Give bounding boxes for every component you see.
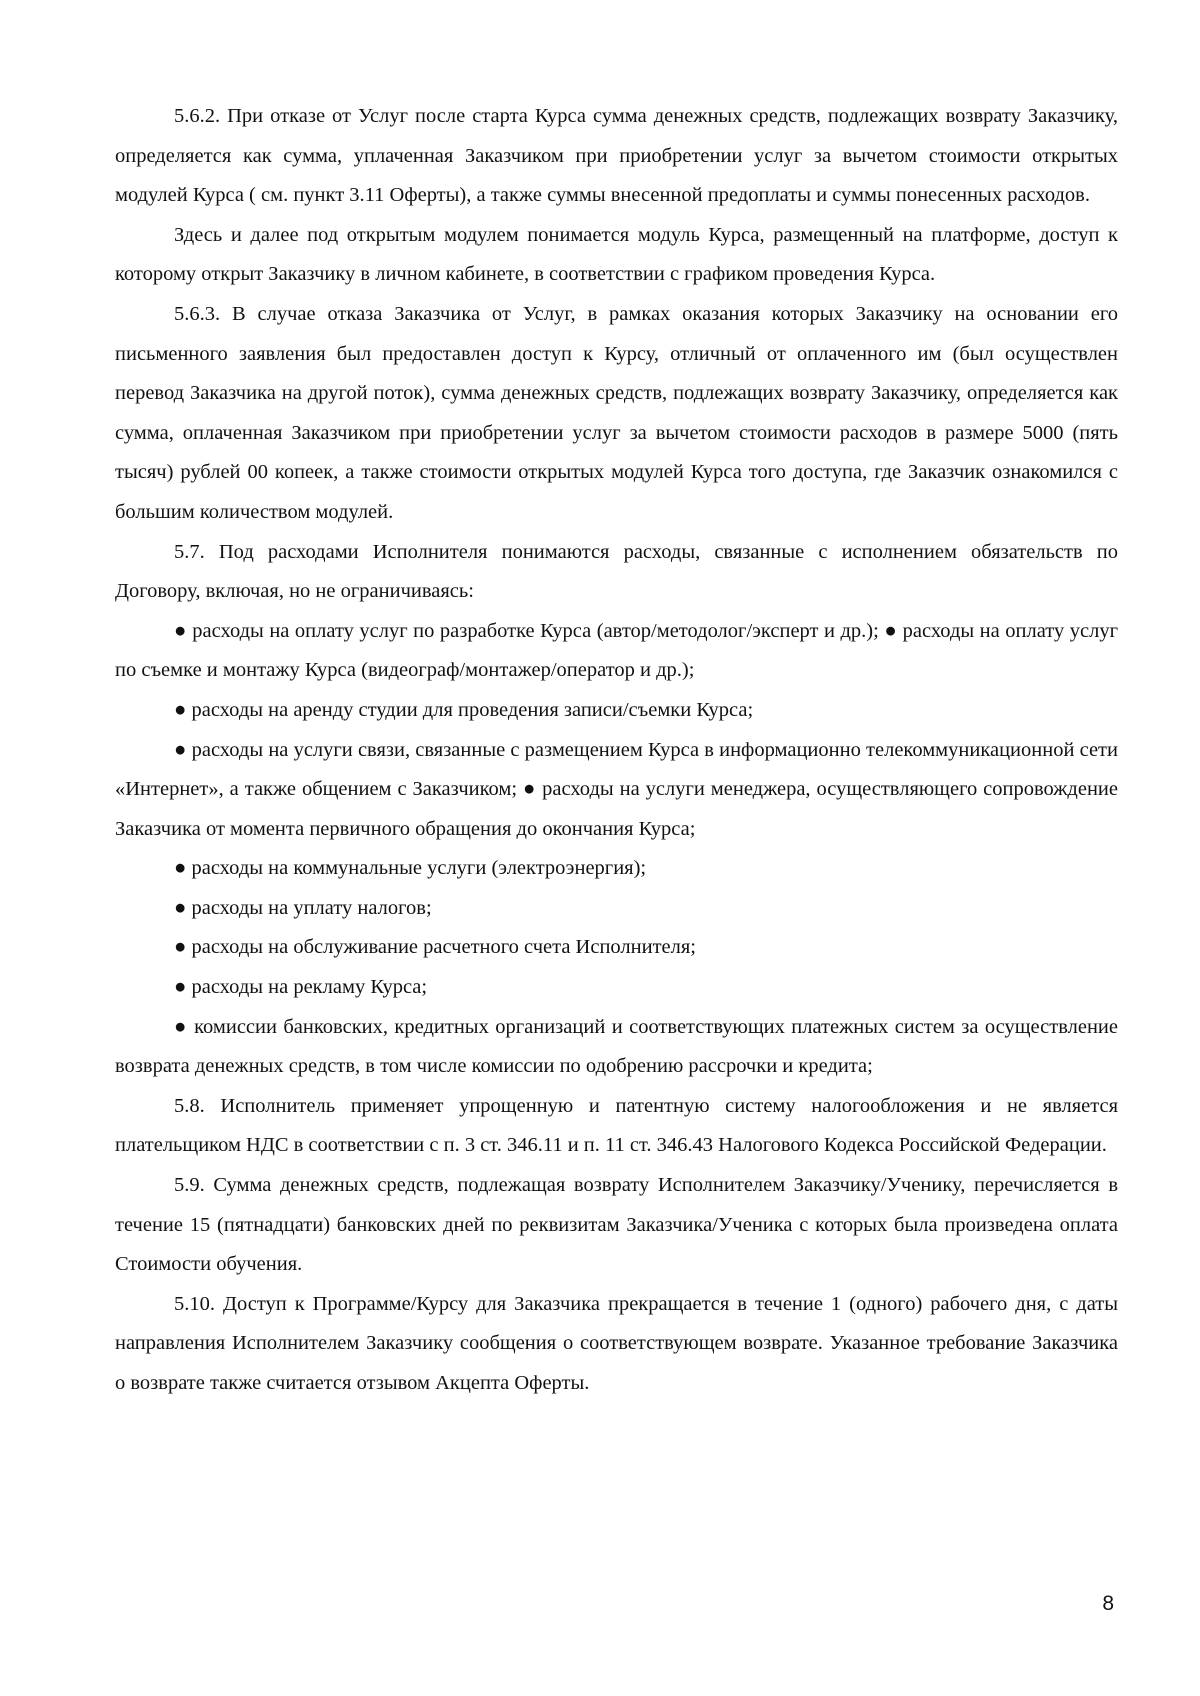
list-item-expense: ● расходы на уплату налогов; bbox=[174, 896, 432, 919]
document-body bbox=[115, 97, 1118, 1404]
paragraph-5-6-3: 5.6.3. В случае отказа Заказчика от Услуг, в рамках оказания которых Заказчику на основании его письменного заявления был предоставлен доступ к Курсу, отличный от оплаченного им (был осуществлен перевод Заказчика на другой поток), сумма денежных средств, подлежащих возврату Заказчику, определяется как сумма, оплаченная Заказчиком при приобретении услуг за вычетом стоимости расходов в размере 5000 (пять тысяч) рублей 00 копеек, а также стоимости открытых модулей Курса того доступа, где Заказчик ознакомился с большим количеством модулей. bbox=[115, 302, 1118, 523]
paragraph-5-8: 5.8. Исполнитель применяет упрощенную и патентную систему налогообложения и не является плательщиком НДС в соответствии с п. 3 ст. 346.11 и п. 11 ст. 346.43 Налогового Кодекса Российской Федерации. bbox=[115, 1094, 1118, 1157]
paragraph-5-10: 5.10. Доступ к Программе/Курсу для Заказчика прекращается в течение 1 (одного) рабочего дня, с даты направления Исполнителем Заказчику сообщения о соответствующем возврате. Указанное требование Заказчика о возврате также считается отзывом Акцепта Оферты. bbox=[115, 1292, 1118, 1394]
page-number: 8 bbox=[1102, 1592, 1114, 1615]
paragraph-open-module-definition: Здесь и далее под открытым модулем понимается модуль Курса, размещенный на платформе, доступ к которому открыт Заказчику в личном кабинете, в соответствии с графиком проведения Курса. bbox=[115, 223, 1118, 286]
list-item-expense: ● комиссии банковских, кредитных организаций и соответствующих платежных систем за осуществление возврата денежных средств, в том числе комиссии по одобрению рассрочки и кредита; bbox=[115, 1015, 1118, 1078]
list-item-expense: ● расходы на рекламу Курса; bbox=[174, 976, 428, 999]
paragraph-5-9: 5.9. Сумма денежных средств, подлежащая возврату Исполнителем Заказчику/Ученику, перечисляется в течение 15 (пятнадцати) банковских дней по реквизитам Заказчика/Ученика с которых была произведена оплата Стоимости обучения. bbox=[115, 1174, 1118, 1276]
paragraph-5-7: 5.7. Под расходами Исполнителя понимаются расходы, связанные с исполнением обязательств по Договору, включая, но не ограничиваясь: bbox=[115, 540, 1118, 603]
list-item-expense: ● расходы на коммунальные услуги (электроэнергия); bbox=[174, 857, 647, 880]
list-item-expense: ● расходы на аренду студии для проведения записи/съемки Курса; bbox=[174, 698, 754, 721]
list-item-expense: ● расходы на услуги связи, связанные с размещением Курса в информационно телекоммуникационной сети «Интернет», а также общением с Заказчиком; ● расходы на услуги менеджера, осуществляющего сопровождение Заказчика от момента первичного обращения до окончания Курса; bbox=[115, 738, 1118, 840]
paragraph-5-6-2: 5.6.2. При отказе от Услуг после старта Курса сумма денежных средств, подлежащих возврату Заказчику, определяется как сумма, уплаченная Заказчиком при приобретении услуг за вычетом стоимости открытых модулей Курса ( см. пункт 3.11 Оферты), а также суммы внесенной предоплаты и суммы понесенных расходов. bbox=[115, 105, 1118, 207]
list-item-expense: ● расходы на оплату услуг по разработке Курса (автор/методолог/эксперт и др.); ● расходы на оплату услуг по съемке и монтажу Курса (видеограф/монтажер/оператор и др.); bbox=[115, 619, 1118, 682]
list-item-expense: ● расходы на обслуживание расчетного счета Исполнителя; bbox=[174, 936, 696, 959]
